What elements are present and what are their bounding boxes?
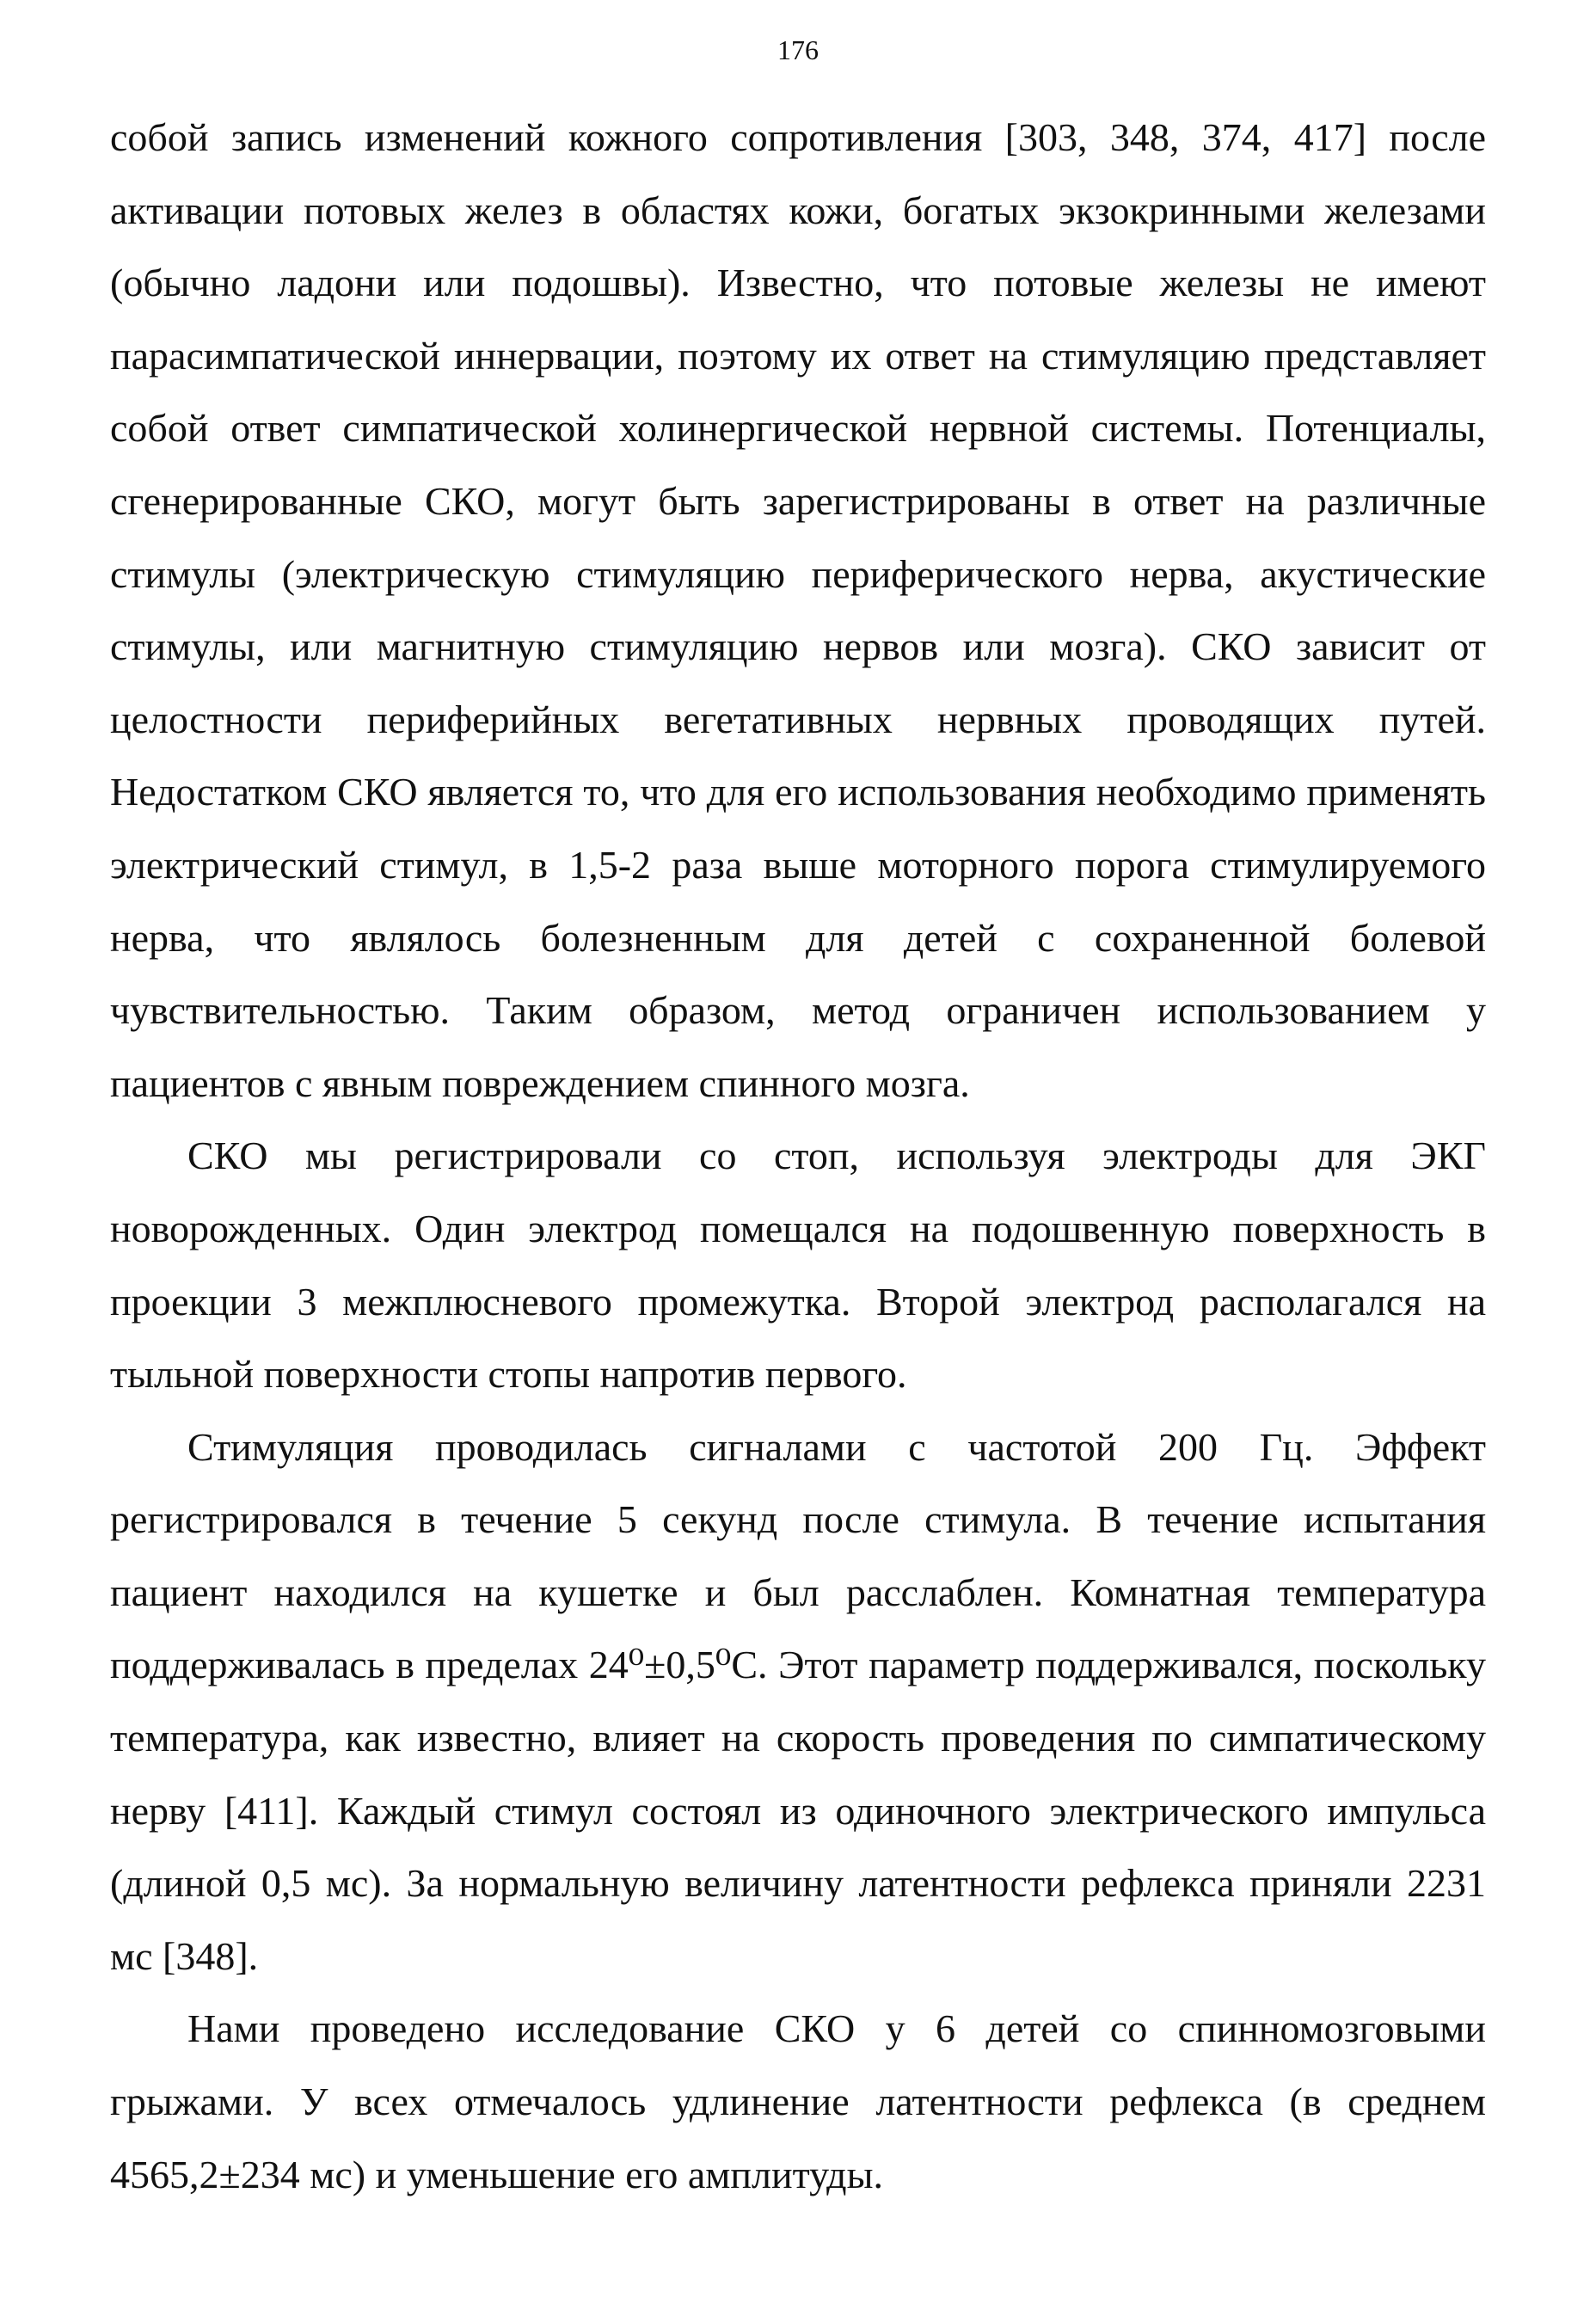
paragraph-1: собой запись изменений кожного сопротивления [303, 348, 374, 417] после активации потовых желез в областях кожи, богатых экзокринными железами (обычно ладони или подошвы). Известно, что потовые железы не имеют парасимпатической иннервации, поэтому их ответ на стимуляцию представляет собой ответ симпатической холинергической нервной системы. Потенциалы, сгенерированные СКО, могут быть зарегистрированы в ответ на различные стимулы (электрическую стимуляцию периферического нерва, акустические стимулы, или магнитную стимуляцию нервов или мозга). СКО зависит от целостности периферийных вегетативных нервных проводящих путей. Недостатком СКО является то, что для его использования необходимо применять электрический стимул, в 1,5-2 раза выше моторного порога стимулируемого нерва, что являлось болезненным для детей с сохраненной болевой чувствительностью. Таким образом, метод ограничен использованием у пациентов с явным повреждением спинного мозга.	[110, 115, 1486, 1105]
body-text	[110, 101, 1486, 2211]
paragraph-3: Стимуляция проводилась сигналами с частотой 200 Гц. Эффект регистрировался в течение 5 секунд после стимула. В течение испытания пациент находился на кушетке и был расслаблен. Комнатная температура поддерживалась в пределах 24⁰±0,5⁰С. Этот параметр поддерживался, поскольку температура, как известно, влияет на скорость проведения по симпатическому нерву [411]. Каждый стимул состоял из одиночного электрического импульса (длиной 0,5 мс). За нормальную величину латентности рефлекса приняли 2231 мс [348].	[110, 1424, 1486, 1978]
paragraph-4: Нами проведено исследование СКО у 6 детей со спинномозговыми грыжами. У всех отмечалось удлинение латентности рефлекса (в среднем 4565,2±234 мс) и уменьшение его амплитуды.	[110, 2006, 1486, 2196]
page-number: 176	[777, 34, 819, 65]
paragraph-2: СКО мы регистрировали со стоп, используя электроды для ЭКГ новорожденных. Один электрод помещался на подошвенную поверхность в проекции 3 межплюсневого промежутка. Второй электрод располагался на тыльной поверхности стопы напротив первого.	[110, 1133, 1486, 1397]
